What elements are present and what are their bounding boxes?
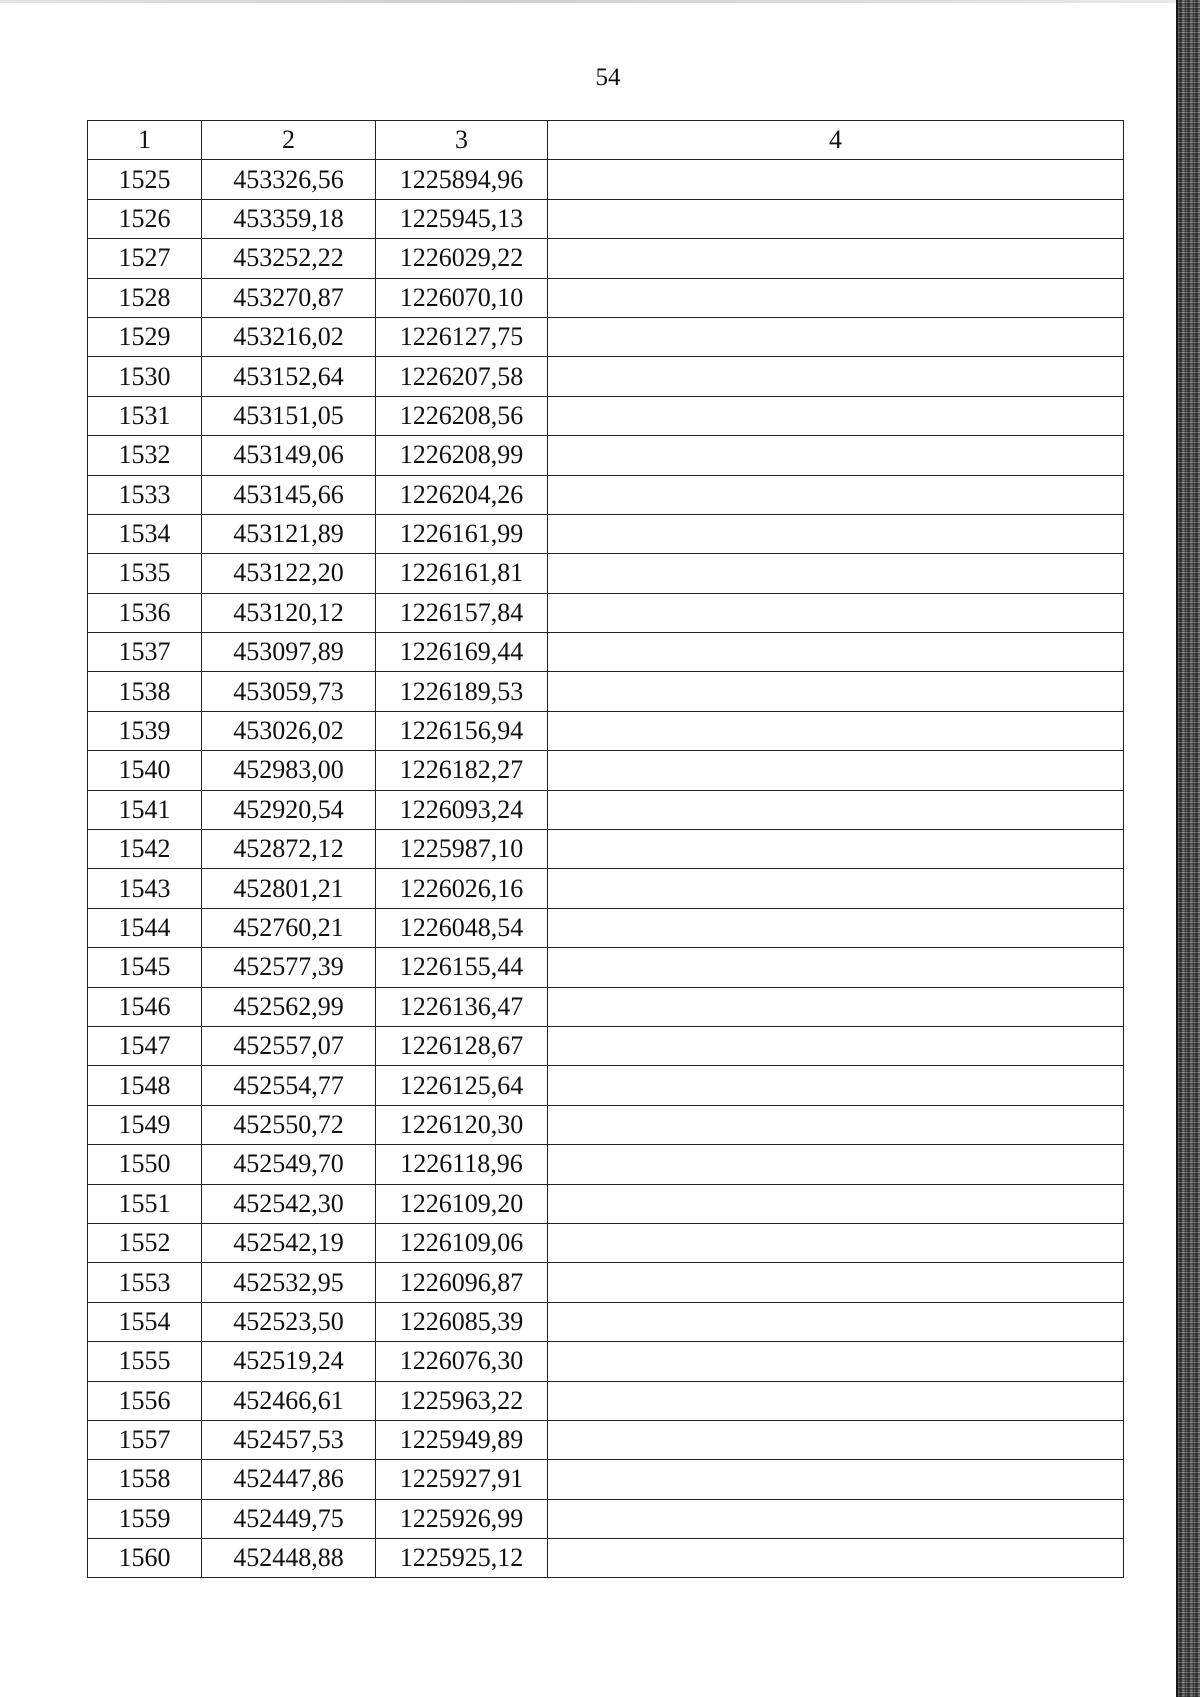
description-cell: [548, 908, 1124, 947]
point-number-cell: 1550: [88, 1145, 202, 1184]
y-coordinate-cell: 1226182,27: [376, 751, 548, 790]
description-cell: [548, 239, 1124, 278]
table-row: [88, 908, 1124, 947]
table-row: [88, 317, 1124, 356]
y-coordinate-cell: 1225927,91: [376, 1460, 548, 1499]
description-cell: [548, 751, 1124, 790]
x-coordinate-cell: 453059,73: [202, 672, 376, 711]
table-row: [88, 711, 1124, 750]
point-number-cell: 1547: [88, 1026, 202, 1065]
description-cell: [548, 672, 1124, 711]
header-cell-col-1: 1: [88, 121, 202, 160]
point-number-cell: 1552: [88, 1223, 202, 1262]
table-row: [88, 1105, 1124, 1144]
x-coordinate-cell: 453120,12: [202, 593, 376, 632]
table-row: [88, 869, 1124, 908]
description-cell: [548, 475, 1124, 514]
description-cell: [548, 1184, 1124, 1223]
description-cell: [548, 199, 1124, 238]
x-coordinate-cell: 453145,66: [202, 475, 376, 514]
y-coordinate-cell: 1226157,84: [376, 593, 548, 632]
point-number-cell: 1530: [88, 357, 202, 396]
x-coordinate-cell: 452554,77: [202, 1066, 376, 1105]
description-cell: [548, 1381, 1124, 1420]
page-number: 54: [595, 64, 621, 91]
y-coordinate-cell: 1226189,53: [376, 672, 548, 711]
x-coordinate-cell: 452449,75: [202, 1499, 376, 1538]
x-coordinate-cell: 453097,89: [202, 633, 376, 672]
description-cell: [548, 1420, 1124, 1459]
point-number-cell: 1542: [88, 830, 202, 869]
point-number-cell: 1537: [88, 633, 202, 672]
point-number-cell: 1529: [88, 317, 202, 356]
description-cell: [548, 1223, 1124, 1262]
y-coordinate-cell: 1225987,10: [376, 830, 548, 869]
x-coordinate-cell: 452562,99: [202, 987, 376, 1026]
description-cell: [548, 317, 1124, 356]
x-coordinate-cell: 452983,00: [202, 751, 376, 790]
y-coordinate-cell: 1226127,75: [376, 317, 548, 356]
point-number-cell: 1556: [88, 1381, 202, 1420]
description-cell: [548, 160, 1124, 199]
y-coordinate-cell: 1226128,67: [376, 1026, 548, 1065]
x-coordinate-cell: 453326,56: [202, 160, 376, 199]
y-coordinate-cell: 1225926,99: [376, 1499, 548, 1538]
table-row: [88, 160, 1124, 199]
table-row: [88, 475, 1124, 514]
point-number-cell: 1539: [88, 711, 202, 750]
y-coordinate-cell: 1226048,54: [376, 908, 548, 947]
description-cell: [548, 1105, 1124, 1144]
y-coordinate-cell: 1226161,81: [376, 554, 548, 593]
coordinates-table: [87, 120, 1124, 1578]
x-coordinate-cell: 452542,19: [202, 1223, 376, 1262]
x-coordinate-cell: 452542,30: [202, 1184, 376, 1223]
y-coordinate-cell: 1225925,12: [376, 1539, 548, 1578]
x-coordinate-cell: 453270,87: [202, 278, 376, 317]
description-cell: [548, 436, 1124, 475]
description-cell: [548, 1460, 1124, 1499]
y-coordinate-cell: 1226204,26: [376, 475, 548, 514]
x-coordinate-cell: 453122,20: [202, 554, 376, 593]
table-row: [88, 396, 1124, 435]
point-number-cell: 1540: [88, 751, 202, 790]
y-coordinate-cell: 1226169,44: [376, 633, 548, 672]
y-coordinate-cell: 1226208,56: [376, 396, 548, 435]
y-coordinate-cell: 1226136,47: [376, 987, 548, 1026]
x-coordinate-cell: 453252,22: [202, 239, 376, 278]
table-row: [88, 1145, 1124, 1184]
table-row: [88, 1381, 1124, 1420]
table-header-row: [88, 121, 1124, 160]
table-row: [88, 751, 1124, 790]
table-body: [88, 160, 1124, 1578]
header-cell-col-2: 2: [202, 121, 376, 160]
y-coordinate-cell: 1225949,89: [376, 1420, 548, 1459]
x-coordinate-cell: 453121,89: [202, 514, 376, 553]
point-number-cell: 1528: [88, 278, 202, 317]
table-row: [88, 436, 1124, 475]
scan-top-edge: [0, 0, 1180, 3]
scan-binding-edge: [1178, 0, 1200, 1697]
y-coordinate-cell: 1226156,94: [376, 711, 548, 750]
table-row: [88, 1302, 1124, 1341]
point-number-cell: 1548: [88, 1066, 202, 1105]
y-coordinate-cell: 1226029,22: [376, 239, 548, 278]
y-coordinate-cell: 1226120,30: [376, 1105, 548, 1144]
y-coordinate-cell: 1226076,30: [376, 1342, 548, 1381]
x-coordinate-cell: 452448,88: [202, 1539, 376, 1578]
description-cell: [548, 554, 1124, 593]
point-number-cell: 1541: [88, 790, 202, 829]
point-number-cell: 1543: [88, 869, 202, 908]
x-coordinate-cell: 453149,06: [202, 436, 376, 475]
y-coordinate-cell: 1225963,22: [376, 1381, 548, 1420]
x-coordinate-cell: 453152,64: [202, 357, 376, 396]
point-number-cell: 1549: [88, 1105, 202, 1144]
description-cell: [548, 1145, 1124, 1184]
x-coordinate-cell: 452466,61: [202, 1381, 376, 1420]
y-coordinate-cell: 1226096,87: [376, 1263, 548, 1302]
table-row: [88, 514, 1124, 553]
point-number-cell: 1525: [88, 160, 202, 199]
point-number-cell: 1551: [88, 1184, 202, 1223]
description-cell: [548, 1302, 1124, 1341]
x-coordinate-cell: 453151,05: [202, 396, 376, 435]
x-coordinate-cell: 452549,70: [202, 1145, 376, 1184]
description-cell: [548, 869, 1124, 908]
y-coordinate-cell: 1226161,99: [376, 514, 548, 553]
point-number-cell: 1558: [88, 1460, 202, 1499]
y-coordinate-cell: 1225894,96: [376, 160, 548, 199]
x-coordinate-cell: 452550,72: [202, 1105, 376, 1144]
description-cell: [548, 514, 1124, 553]
y-coordinate-cell: 1226070,10: [376, 278, 548, 317]
point-number-cell: 1533: [88, 475, 202, 514]
description-cell: [548, 1263, 1124, 1302]
table-row: [88, 1460, 1124, 1499]
x-coordinate-cell: 453359,18: [202, 199, 376, 238]
y-coordinate-cell: 1226207,58: [376, 357, 548, 396]
table-row: [88, 987, 1124, 1026]
table-row: [88, 1539, 1124, 1578]
description-cell: [548, 830, 1124, 869]
y-coordinate-cell: 1226093,24: [376, 790, 548, 829]
description-cell: [548, 790, 1124, 829]
table-row: [88, 790, 1124, 829]
x-coordinate-cell: 452519,24: [202, 1342, 376, 1381]
y-coordinate-cell: 1226125,64: [376, 1066, 548, 1105]
header-cell-col-4: 4: [548, 121, 1124, 160]
y-coordinate-cell: 1226026,16: [376, 869, 548, 908]
point-number-cell: 1554: [88, 1302, 202, 1341]
description-cell: [548, 987, 1124, 1026]
y-coordinate-cell: 1225945,13: [376, 199, 548, 238]
x-coordinate-cell: 452760,21: [202, 908, 376, 947]
table-row: [88, 199, 1124, 238]
table-row: [88, 278, 1124, 317]
table-row: [88, 1342, 1124, 1381]
point-number-cell: 1527: [88, 239, 202, 278]
y-coordinate-cell: 1226118,96: [376, 1145, 548, 1184]
table-row: [88, 1026, 1124, 1065]
description-cell: [548, 1026, 1124, 1065]
point-number-cell: 1534: [88, 514, 202, 553]
description-cell: [548, 278, 1124, 317]
description-cell: [548, 1539, 1124, 1578]
table-row: [88, 357, 1124, 396]
point-number-cell: 1555: [88, 1342, 202, 1381]
x-coordinate-cell: 452801,21: [202, 869, 376, 908]
x-coordinate-cell: 452447,86: [202, 1460, 376, 1499]
table-row: [88, 672, 1124, 711]
x-coordinate-cell: 452523,50: [202, 1302, 376, 1341]
description-cell: [548, 711, 1124, 750]
description-cell: [548, 396, 1124, 435]
point-number-cell: 1557: [88, 1420, 202, 1459]
point-number-cell: 1531: [88, 396, 202, 435]
point-number-cell: 1532: [88, 436, 202, 475]
x-coordinate-cell: 453026,02: [202, 711, 376, 750]
table-row: [88, 1066, 1124, 1105]
x-coordinate-cell: 452872,12: [202, 830, 376, 869]
table-row: [88, 1420, 1124, 1459]
point-number-cell: 1560: [88, 1539, 202, 1578]
point-number-cell: 1546: [88, 987, 202, 1026]
table-row: [88, 1223, 1124, 1262]
table-row: [88, 948, 1124, 987]
x-coordinate-cell: 452557,07: [202, 1026, 376, 1065]
description-cell: [548, 357, 1124, 396]
x-coordinate-cell: 453216,02: [202, 317, 376, 356]
x-coordinate-cell: 452457,53: [202, 1420, 376, 1459]
description-cell: [548, 593, 1124, 632]
table-row: [88, 1184, 1124, 1223]
description-cell: [548, 948, 1124, 987]
point-number-cell: 1553: [88, 1263, 202, 1302]
x-coordinate-cell: 452920,54: [202, 790, 376, 829]
point-number-cell: 1538: [88, 672, 202, 711]
table-row: [88, 633, 1124, 672]
table-row: [88, 554, 1124, 593]
y-coordinate-cell: 1226109,20: [376, 1184, 548, 1223]
y-coordinate-cell: 1226155,44: [376, 948, 548, 987]
table-row: [88, 593, 1124, 632]
x-coordinate-cell: 452532,95: [202, 1263, 376, 1302]
point-number-cell: 1536: [88, 593, 202, 632]
description-cell: [548, 1499, 1124, 1538]
description-cell: [548, 633, 1124, 672]
point-number-cell: 1559: [88, 1499, 202, 1538]
header-cell-col-3: 3: [376, 121, 548, 160]
y-coordinate-cell: 1226085,39: [376, 1302, 548, 1341]
point-number-cell: 1526: [88, 199, 202, 238]
table-row: [88, 239, 1124, 278]
description-cell: [548, 1342, 1124, 1381]
description-cell: [548, 1066, 1124, 1105]
y-coordinate-cell: 1226109,06: [376, 1223, 548, 1262]
table-row: [88, 1263, 1124, 1302]
y-coordinate-cell: 1226208,99: [376, 436, 548, 475]
x-coordinate-cell: 452577,39: [202, 948, 376, 987]
point-number-cell: 1545: [88, 948, 202, 987]
table-row: [88, 830, 1124, 869]
point-number-cell: 1535: [88, 554, 202, 593]
table-row: [88, 1499, 1124, 1538]
point-number-cell: 1544: [88, 908, 202, 947]
